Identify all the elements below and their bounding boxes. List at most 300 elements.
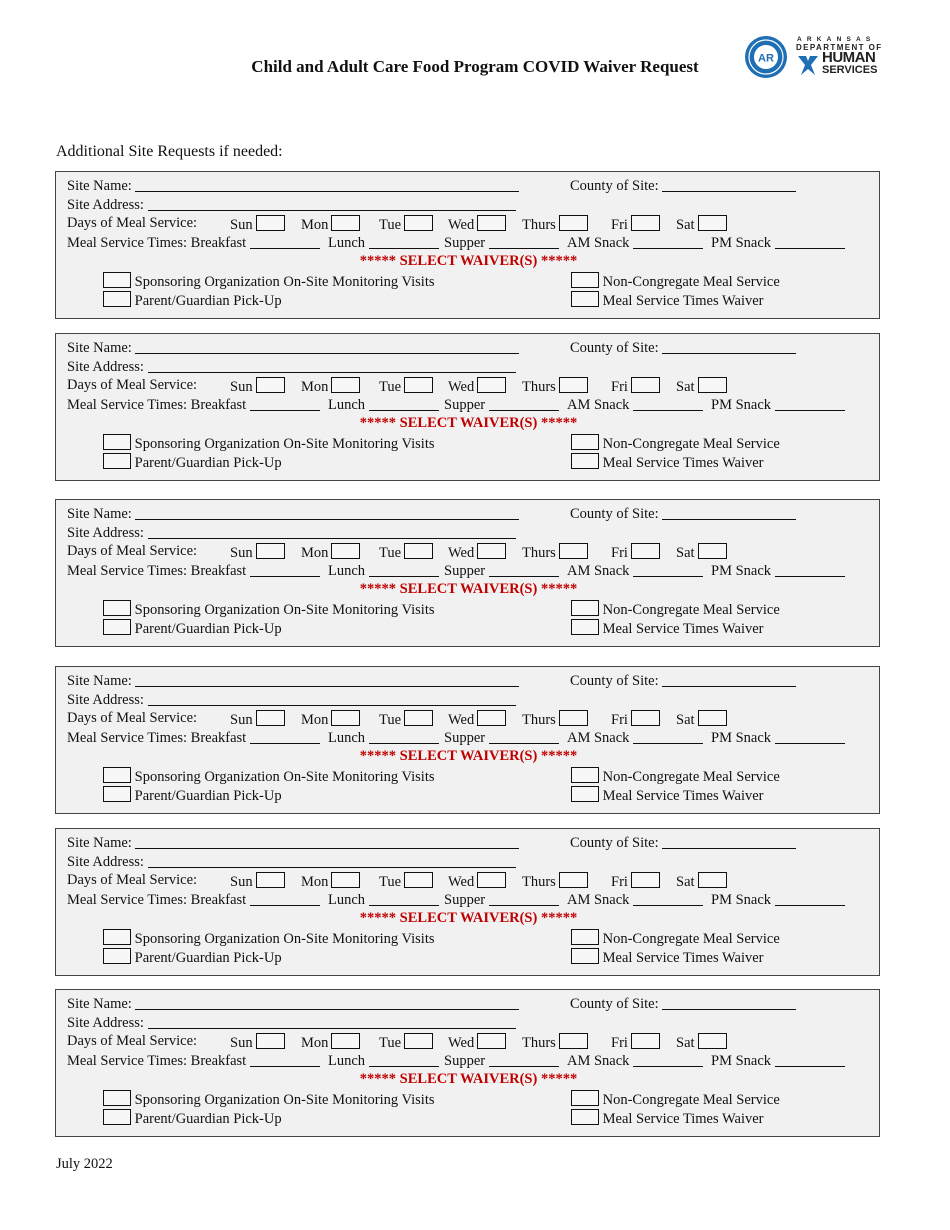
day-label: Wed — [448, 874, 475, 890]
am-snack-field[interactable] — [633, 1052, 703, 1067]
day-label: Tue — [379, 712, 402, 728]
monitoring-waiver-checkbox[interactable] — [103, 929, 131, 945]
breakfast-time — [67, 396, 320, 414]
monitoring-waiver-label: Sponsoring Organization On-Site Monitoring Visits — [134, 436, 435, 452]
lunch-time — [328, 729, 439, 747]
supper-time — [444, 729, 559, 747]
times-waiver-checkbox[interactable] — [571, 619, 599, 635]
supper-field[interactable] — [489, 729, 559, 744]
supper-label: Supper — [444, 235, 486, 251]
breakfast-time — [67, 234, 320, 252]
non-congregate-waiver-checkbox[interactable] — [571, 1090, 599, 1106]
am-snack-label: AM Snack — [567, 563, 630, 579]
day-label: Wed — [448, 545, 475, 561]
breakfast-label: Meal Service Times: Breakfast — [67, 1053, 247, 1069]
site-name-label: Site Name: — [67, 835, 132, 851]
non-congregate-waiver-option — [571, 272, 780, 291]
site-name-field[interactable] — [135, 177, 519, 192]
day-option — [676, 377, 727, 396]
supper-label: Supper — [444, 563, 486, 579]
day-label: Tue — [379, 545, 402, 561]
am-snack-time — [567, 234, 703, 252]
county-field[interactable] — [662, 672, 796, 687]
am-snack-field[interactable] — [633, 729, 703, 744]
dhs-logo-icon — [796, 52, 820, 76]
day-checkbox[interactable] — [331, 377, 360, 393]
lunch-time — [328, 234, 439, 252]
pm-snack-time — [711, 891, 845, 909]
site-name-row — [67, 834, 519, 852]
county-field[interactable] — [662, 995, 796, 1010]
day-option — [379, 710, 433, 729]
day-option — [522, 215, 588, 234]
day-checkbox[interactable] — [631, 215, 660, 231]
county-row — [570, 834, 796, 852]
breakfast-field[interactable] — [250, 562, 320, 577]
pm-snack-field[interactable] — [775, 562, 845, 577]
day-checkbox[interactable] — [559, 710, 588, 726]
county-field[interactable] — [662, 834, 796, 849]
days-label: Days of Meal Service: — [67, 710, 198, 726]
lunch-field[interactable] — [369, 891, 439, 906]
days-label: Days of Meal Service: — [67, 543, 198, 559]
pm-snack-field[interactable] — [775, 1052, 845, 1067]
day-option — [301, 215, 360, 234]
pm-snack-field[interactable] — [775, 396, 845, 411]
non-congregate-waiver-label: Non-Congregate Meal Service — [602, 274, 780, 290]
monitoring-waiver-checkbox[interactable] — [103, 767, 131, 783]
site-block — [55, 989, 880, 1137]
day-checkbox[interactable] — [477, 1033, 506, 1049]
pm-snack-field[interactable] — [775, 729, 845, 744]
pickup-waiver-option — [103, 619, 282, 638]
day-checkbox[interactable] — [331, 1033, 360, 1049]
day-checkbox[interactable] — [404, 543, 433, 559]
non-congregate-waiver-checkbox[interactable] — [571, 767, 599, 783]
site-name-field[interactable] — [135, 505, 519, 520]
site-name-row — [67, 505, 519, 523]
day-option — [676, 872, 727, 891]
day-label: Mon — [301, 379, 329, 395]
day-label: Mon — [301, 545, 329, 561]
day-option — [379, 543, 433, 562]
breakfast-field[interactable] — [250, 234, 320, 249]
site-address-field[interactable] — [148, 358, 516, 373]
monitoring-waiver-checkbox[interactable] — [103, 272, 131, 288]
pickup-waiver-option — [103, 291, 282, 310]
day-option — [379, 1033, 433, 1052]
day-option — [301, 543, 360, 562]
day-option — [448, 872, 506, 891]
pickup-waiver-option — [103, 786, 282, 805]
monitoring-waiver-label: Sponsoring Organization On-Site Monitoring Visits — [134, 1092, 435, 1108]
dhs-logo — [744, 35, 884, 80]
lunch-field[interactable] — [369, 562, 439, 577]
supper-label: Supper — [444, 1053, 486, 1069]
day-checkbox[interactable] — [698, 1033, 727, 1049]
non-congregate-waiver-label: Non-Congregate Meal Service — [602, 769, 780, 785]
lunch-field[interactable] — [369, 234, 439, 249]
lunch-field[interactable] — [369, 1052, 439, 1067]
day-checkbox[interactable] — [256, 872, 285, 888]
select-waiver-heading: ***** SELECT WAIVER(S) ***** — [359, 415, 578, 431]
am-snack-label: AM Snack — [567, 1053, 630, 1069]
lunch-time — [328, 1052, 439, 1070]
day-option — [230, 710, 285, 729]
pm-snack-field[interactable] — [775, 234, 845, 249]
day-checkbox[interactable] — [256, 543, 285, 559]
am-snack-label: AM Snack — [567, 397, 630, 413]
supper-field[interactable] — [489, 1052, 559, 1067]
site-block — [55, 171, 880, 319]
pickup-waiver-checkbox[interactable] — [103, 1109, 131, 1125]
times-waiver-option — [571, 619, 763, 638]
monitoring-waiver-option — [103, 600, 435, 619]
day-checkbox[interactable] — [404, 1033, 433, 1049]
pm-snack-field[interactable] — [775, 891, 845, 906]
day-option — [611, 1033, 660, 1052]
site-name-field[interactable] — [135, 672, 519, 687]
pickup-waiver-checkbox[interactable] — [103, 948, 131, 964]
pickup-waiver-option — [103, 1109, 282, 1128]
site-address-row — [67, 358, 516, 376]
non-congregate-waiver-checkbox[interactable] — [571, 434, 599, 450]
breakfast-label: Meal Service Times: Breakfast — [67, 892, 247, 908]
day-checkbox[interactable] — [559, 377, 588, 393]
supper-label: Supper — [444, 892, 486, 908]
day-label: Thurs — [522, 545, 556, 561]
day-label: Mon — [301, 874, 329, 890]
day-checkbox[interactable] — [559, 1033, 588, 1049]
day-label: Mon — [301, 712, 329, 728]
non-congregate-waiver-checkbox[interactable] — [571, 600, 599, 616]
county-field[interactable] — [662, 339, 796, 354]
county-field[interactable] — [662, 505, 796, 520]
day-label: Wed — [448, 379, 475, 395]
day-option — [611, 872, 660, 891]
day-option — [301, 872, 360, 891]
monitoring-waiver-checkbox[interactable] — [103, 1090, 131, 1106]
times-waiver-checkbox[interactable] — [571, 453, 599, 469]
monitoring-waiver-label: Sponsoring Organization On-Site Monitoring Visits — [134, 602, 435, 618]
county-label: County of Site: — [570, 835, 659, 851]
day-checkbox[interactable] — [331, 872, 360, 888]
breakfast-field[interactable] — [250, 1052, 320, 1067]
day-checkbox[interactable] — [477, 710, 506, 726]
monitoring-waiver-label: Sponsoring Organization On-Site Monitoring Visits — [134, 274, 435, 290]
site-address-row — [67, 524, 516, 542]
am-snack-time — [567, 729, 703, 747]
day-label: Fri — [611, 874, 628, 890]
pickup-waiver-checkbox[interactable] — [103, 291, 131, 307]
day-label: Fri — [611, 217, 628, 233]
site-address-label: Site Address: — [67, 359, 144, 375]
supper-field[interactable] — [489, 234, 559, 249]
day-checkbox[interactable] — [256, 1033, 285, 1049]
day-option — [676, 215, 727, 234]
day-checkbox[interactable] — [698, 215, 727, 231]
site-name-field[interactable] — [135, 995, 519, 1010]
am-snack-label: AM Snack — [567, 730, 630, 746]
day-checkbox[interactable] — [477, 543, 506, 559]
times-waiver-checkbox[interactable] — [571, 786, 599, 802]
day-option — [230, 872, 285, 891]
site-address-field[interactable] — [148, 524, 516, 539]
day-label: Sun — [230, 1035, 253, 1051]
lunch-field[interactable] — [369, 729, 439, 744]
day-checkbox[interactable] — [698, 710, 727, 726]
day-label: Mon — [301, 1035, 329, 1051]
supper-field[interactable] — [489, 891, 559, 906]
pickup-waiver-checkbox[interactable] — [103, 786, 131, 802]
site-address-field[interactable] — [148, 1014, 516, 1029]
day-option — [230, 377, 285, 396]
day-checkbox[interactable] — [256, 215, 285, 231]
day-label: Sat — [676, 379, 695, 395]
lunch-label: Lunch — [328, 397, 366, 413]
days-label: Days of Meal Service: — [67, 1033, 198, 1049]
day-label: Tue — [379, 1035, 402, 1051]
day-checkbox[interactable] — [404, 215, 433, 231]
day-label: Sun — [230, 379, 253, 395]
supper-time — [444, 234, 559, 252]
site-address-field[interactable] — [148, 196, 516, 211]
pm-snack-time — [711, 396, 845, 414]
breakfast-label: Meal Service Times: Breakfast — [67, 563, 247, 579]
site-address-label: Site Address: — [67, 525, 144, 541]
pickup-waiver-label: Parent/Guardian Pick-Up — [134, 621, 282, 637]
breakfast-label: Meal Service Times: Breakfast — [67, 730, 247, 746]
pm-snack-time — [711, 562, 845, 580]
day-label: Thurs — [522, 712, 556, 728]
day-label: Fri — [611, 712, 628, 728]
county-row — [570, 505, 796, 523]
non-congregate-waiver-option — [571, 929, 780, 948]
day-checkbox[interactable] — [404, 377, 433, 393]
day-checkbox[interactable] — [631, 710, 660, 726]
pm-snack-time — [711, 234, 845, 252]
day-checkbox[interactable] — [698, 872, 727, 888]
logo-human-text: HUMAN — [822, 49, 876, 66]
site-name-label: Site Name: — [67, 340, 132, 356]
day-checkbox[interactable] — [404, 872, 433, 888]
day-option — [301, 1033, 360, 1052]
day-checkbox[interactable] — [331, 215, 360, 231]
day-option — [379, 215, 433, 234]
supper-time — [444, 562, 559, 580]
select-waiver-heading: ***** SELECT WAIVER(S) ***** — [359, 1071, 578, 1087]
logo-department-text: DEPARTMENT OF — [796, 43, 883, 52]
logo-state-text: ARKANSAS — [797, 36, 876, 43]
site-address-row — [67, 853, 516, 871]
day-checkbox[interactable] — [631, 543, 660, 559]
supper-time — [444, 891, 559, 909]
site-name-row — [67, 339, 519, 357]
day-checkbox[interactable] — [559, 543, 588, 559]
site-address-row — [67, 691, 516, 709]
supper-field[interactable] — [489, 562, 559, 577]
day-checkbox[interactable] — [256, 377, 285, 393]
logo-services-text: SERVICES — [822, 64, 878, 76]
pm-snack-time — [711, 729, 845, 747]
non-congregate-waiver-checkbox[interactable] — [571, 929, 599, 945]
non-congregate-waiver-label: Non-Congregate Meal Service — [602, 436, 780, 452]
lunch-label: Lunch — [328, 730, 366, 746]
breakfast-field[interactable] — [250, 729, 320, 744]
day-label: Fri — [611, 545, 628, 561]
monitoring-waiver-option — [103, 272, 435, 291]
day-option — [676, 543, 727, 562]
monitoring-waiver-checkbox[interactable] — [103, 600, 131, 616]
day-checkbox[interactable] — [404, 710, 433, 726]
days-label: Days of Meal Service: — [67, 377, 198, 393]
day-checkbox[interactable] — [631, 1033, 660, 1049]
site-name-field[interactable] — [135, 834, 519, 849]
day-checkbox[interactable] — [698, 543, 727, 559]
site-address-row — [67, 1014, 516, 1032]
site-name-label: Site Name: — [67, 506, 132, 522]
lunch-label: Lunch — [328, 235, 366, 251]
times-waiver-option — [571, 1109, 763, 1128]
pm-snack-label: PM Snack — [711, 235, 772, 251]
pickup-waiver-label: Parent/Guardian Pick-Up — [134, 1111, 282, 1127]
site-address-row — [67, 196, 516, 214]
day-checkbox[interactable] — [256, 710, 285, 726]
day-option — [611, 710, 660, 729]
day-option — [448, 543, 506, 562]
day-label: Thurs — [522, 379, 556, 395]
day-option — [230, 543, 285, 562]
day-label: Mon — [301, 217, 329, 233]
non-congregate-waiver-label: Non-Congregate Meal Service — [602, 602, 780, 618]
day-option — [379, 377, 433, 396]
day-checkbox[interactable] — [698, 377, 727, 393]
am-snack-time — [567, 396, 703, 414]
monitoring-waiver-checkbox[interactable] — [103, 434, 131, 450]
supper-field[interactable] — [489, 396, 559, 411]
day-option — [301, 377, 360, 396]
pm-snack-label: PM Snack — [711, 563, 772, 579]
footer-date: July 2022 — [56, 1156, 113, 1172]
day-label: Wed — [448, 712, 475, 728]
site-address-field[interactable] — [148, 691, 516, 706]
non-congregate-waiver-option — [571, 434, 780, 453]
pm-snack-label: PM Snack — [711, 1053, 772, 1069]
times-waiver-checkbox[interactable] — [571, 1109, 599, 1125]
county-row — [570, 177, 796, 195]
county-row — [570, 995, 796, 1013]
site-address-label: Site Address: — [67, 692, 144, 708]
intro-text: Additional Site Requests if needed: — [56, 143, 283, 160]
day-option — [522, 377, 588, 396]
day-option — [448, 1033, 506, 1052]
times-waiver-label: Meal Service Times Waiver — [602, 621, 764, 637]
day-checkbox[interactable] — [477, 377, 506, 393]
select-waiver-heading: ***** SELECT WAIVER(S) ***** — [359, 581, 578, 597]
times-waiver-checkbox[interactable] — [571, 948, 599, 964]
select-waiver-heading: ***** SELECT WAIVER(S) ***** — [359, 910, 578, 926]
seal-text: AR — [758, 52, 774, 65]
breakfast-field[interactable] — [250, 891, 320, 906]
day-label: Fri — [611, 379, 628, 395]
day-checkbox[interactable] — [331, 543, 360, 559]
am-snack-field[interactable] — [633, 562, 703, 577]
day-option — [522, 543, 588, 562]
day-checkbox[interactable] — [477, 872, 506, 888]
pm-snack-label: PM Snack — [711, 730, 772, 746]
breakfast-time — [67, 562, 320, 580]
day-option — [301, 710, 360, 729]
lunch-label: Lunch — [328, 563, 366, 579]
day-label: Sun — [230, 545, 253, 561]
times-waiver-label: Meal Service Times Waiver — [602, 1111, 764, 1127]
am-snack-label: AM Snack — [567, 892, 630, 908]
day-checkbox[interactable] — [559, 215, 588, 231]
day-label: Sat — [676, 1035, 695, 1051]
am-snack-field[interactable] — [633, 396, 703, 411]
times-waiver-label: Meal Service Times Waiver — [602, 293, 764, 309]
day-label: Tue — [379, 217, 402, 233]
day-label: Sat — [676, 712, 695, 728]
breakfast-time — [67, 729, 320, 747]
day-option — [522, 1033, 588, 1052]
lunch-time — [328, 562, 439, 580]
day-checkbox[interactable] — [559, 872, 588, 888]
times-waiver-label: Meal Service Times Waiver — [602, 950, 764, 966]
breakfast-label: Meal Service Times: Breakfast — [67, 235, 247, 251]
site-name-label: Site Name: — [67, 673, 132, 689]
times-waiver-label: Meal Service Times Waiver — [602, 455, 764, 471]
day-option — [448, 710, 506, 729]
site-block — [55, 828, 880, 976]
supper-time — [444, 396, 559, 414]
pickup-waiver-label: Parent/Guardian Pick-Up — [134, 293, 282, 309]
site-address-field[interactable] — [148, 853, 516, 868]
monitoring-waiver-option — [103, 929, 435, 948]
supper-time — [444, 1052, 559, 1070]
breakfast-field[interactable] — [250, 396, 320, 411]
times-waiver-checkbox[interactable] — [571, 291, 599, 307]
site-name-label: Site Name: — [67, 178, 132, 194]
pickup-waiver-checkbox[interactable] — [103, 619, 131, 635]
day-label: Sun — [230, 217, 253, 233]
day-checkbox[interactable] — [477, 215, 506, 231]
site-name-field[interactable] — [135, 339, 519, 354]
day-checkbox[interactable] — [631, 872, 660, 888]
times-waiver-option — [571, 786, 763, 805]
pickup-waiver-option — [103, 453, 282, 472]
non-congregate-waiver-checkbox[interactable] — [571, 272, 599, 288]
day-checkbox[interactable] — [331, 710, 360, 726]
am-snack-field[interactable] — [633, 234, 703, 249]
pm-snack-label: PM Snack — [711, 397, 772, 413]
county-field[interactable] — [662, 177, 796, 192]
lunch-label: Lunch — [328, 892, 366, 908]
day-checkbox[interactable] — [631, 377, 660, 393]
am-snack-field[interactable] — [633, 891, 703, 906]
day-label: Thurs — [522, 1035, 556, 1051]
pickup-waiver-label: Parent/Guardian Pick-Up — [134, 788, 282, 804]
select-waiver-heading: ***** SELECT WAIVER(S) ***** — [359, 253, 578, 269]
lunch-time — [328, 396, 439, 414]
pm-snack-label: PM Snack — [711, 892, 772, 908]
pickup-waiver-checkbox[interactable] — [103, 453, 131, 469]
times-waiver-option — [571, 291, 763, 310]
lunch-field[interactable] — [369, 396, 439, 411]
day-option — [379, 872, 433, 891]
day-option — [676, 710, 727, 729]
site-block — [55, 666, 880, 814]
